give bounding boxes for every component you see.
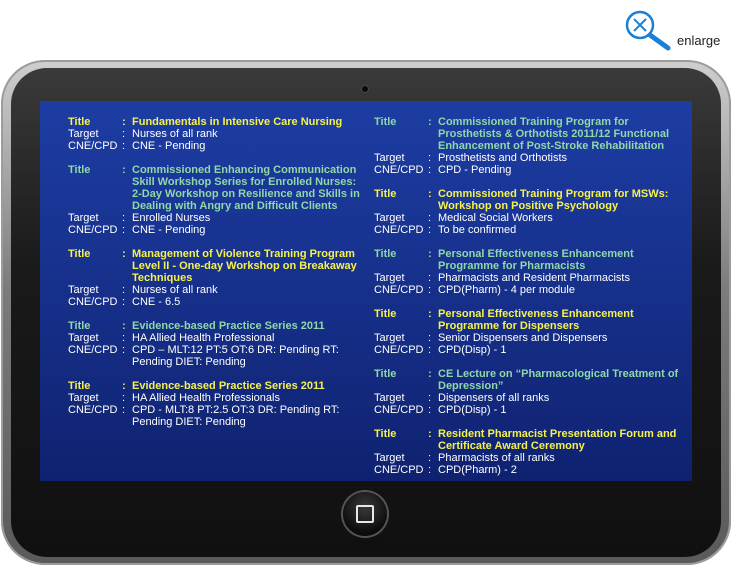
- home-button[interactable]: [343, 492, 387, 536]
- course-cne-row: [68, 404, 368, 428]
- course-title-label: Title: [374, 308, 397, 320]
- course-title-row: [374, 428, 680, 452]
- course-cne-label: CNE/CPD: [68, 296, 118, 308]
- course-target-row: [374, 392, 680, 404]
- course-cne: CPD(Pharm) - 2: [438, 464, 517, 476]
- course-cne: To be confirmed: [438, 224, 517, 236]
- course-cne-row: [68, 140, 368, 152]
- separator: :: [428, 224, 432, 236]
- course-target-row: [374, 332, 680, 344]
- course-title: Commissioned Training Program for Prosthetists & Orthotists 2011/12 Functional Enhancement of Post-Stroke Rehabilitation: [438, 116, 670, 152]
- course-title-row: [68, 320, 368, 332]
- course-target-label: Target: [374, 152, 405, 164]
- separator: :: [122, 224, 126, 236]
- separator: :: [122, 116, 126, 128]
- course-target-label: Target: [374, 392, 405, 404]
- course-target-label: Target: [68, 128, 99, 140]
- course-title: Fundamentals in Intensive Care Nursing: [132, 116, 343, 128]
- course-cne-row: [374, 464, 680, 476]
- course-title: Personal Effectiveness Enhancement Programme for Pharmacists: [438, 248, 634, 272]
- separator: :: [122, 212, 126, 224]
- course-cne-label: CNE/CPD: [374, 464, 424, 476]
- course-title: Management of Violence Training Program Level II - One-day Workshop on Breakaway Techniques: [132, 248, 357, 284]
- separator: :: [428, 152, 432, 164]
- course-entry: [374, 188, 680, 236]
- course-title-row: [374, 308, 680, 332]
- course-cne: CPD – MLT:12 PT:5 OT:6 DR: Pending RT: Pending DIET: Pending: [132, 344, 339, 368]
- course-cne: CPD(Disp) - 1: [438, 404, 507, 416]
- course-cne: CPD(Disp) - 1: [438, 344, 507, 356]
- course-entry: [68, 116, 368, 152]
- separator: :: [428, 344, 432, 356]
- course-target: Dispensers of all ranks: [438, 392, 550, 404]
- course-title: Evidence-based Practice Series 2011: [132, 380, 325, 392]
- course-target-label: Target: [374, 452, 405, 464]
- course-title-label: Title: [68, 164, 91, 176]
- zoom-magnifier-icon: [623, 8, 675, 52]
- course-entry: [68, 380, 368, 428]
- course-cne-label: CNE/CPD: [374, 344, 424, 356]
- course-entry: [374, 368, 680, 416]
- course-target-row: [374, 452, 680, 464]
- separator: :: [122, 380, 126, 392]
- separator: :: [428, 404, 432, 416]
- course-cne-label: CNE/CPD: [374, 164, 424, 176]
- course-target-row: [68, 284, 368, 296]
- course-cne-label: CNE/CPD: [68, 140, 118, 152]
- separator: :: [122, 248, 126, 260]
- separator: :: [122, 320, 126, 332]
- course-cne-label: CNE/CPD: [68, 224, 118, 236]
- course-target: Nurses of all rank: [132, 284, 218, 296]
- course-title-row: [68, 248, 368, 284]
- course-target-label: Target: [68, 284, 99, 296]
- course-title: Evidence-based Practice Series 2011: [132, 320, 325, 332]
- separator: :: [122, 140, 126, 152]
- course-entry: [374, 308, 680, 356]
- separator: :: [122, 332, 126, 344]
- separator: :: [428, 308, 432, 320]
- course-cne-row: [374, 164, 680, 176]
- course-title: Resident Pharmacist Presentation Forum and Certificate Award Ceremony: [438, 428, 677, 452]
- enlarge-button[interactable]: [623, 8, 720, 52]
- course-title: Commissioned Enhancing Communication Skill Workshop Series for Enrolled Nurses: 2-Day Workshop on Resilience and Skills in Dealing with Angry and Difficult Clients: [132, 164, 360, 212]
- course-title: Personal Effectiveness Enhancement Programme for Dispensers: [438, 308, 634, 332]
- course-title: Commissioned Training Program for MSWs: Workshop on Positive Psychology: [438, 188, 669, 212]
- separator: :: [428, 428, 432, 440]
- course-target: Prosthetists and Orthotists: [438, 152, 567, 164]
- course-title-row: [374, 248, 680, 272]
- course-cne: CPD(Pharm) - 4 per module: [438, 284, 575, 296]
- separator: :: [428, 452, 432, 464]
- course-target-label: Target: [68, 392, 99, 404]
- course-title-row: [374, 188, 680, 212]
- course-target-label: Target: [68, 332, 99, 344]
- course-cne-label: CNE/CPD: [68, 404, 118, 416]
- course-target-row: [68, 332, 368, 344]
- course-entry: [374, 248, 680, 296]
- course-cne-label: CNE/CPD: [68, 344, 118, 356]
- course-target: Medical Social Workers: [438, 212, 553, 224]
- separator: :: [428, 212, 432, 224]
- course-cne-row: [68, 296, 368, 308]
- course-cne-label: CNE/CPD: [374, 404, 424, 416]
- course-cne-label: CNE/CPD: [374, 284, 424, 296]
- course-target-row: [68, 128, 368, 140]
- separator: :: [122, 392, 126, 404]
- course-target-label: Target: [374, 332, 405, 344]
- separator: :: [428, 284, 432, 296]
- course-target-row: [68, 212, 368, 224]
- separator: :: [428, 272, 432, 284]
- separator: :: [428, 116, 432, 128]
- course-cne-row: [68, 344, 368, 368]
- course-entry: [374, 116, 680, 176]
- separator: :: [428, 464, 432, 476]
- course-cne: CPD - MLT:8 PT:2.5 OT:3 DR: Pending RT: Pending DIET: Pending: [132, 404, 340, 428]
- separator: :: [122, 128, 126, 140]
- course-target: Senior Dispensers and Dispensers: [438, 332, 608, 344]
- separator: :: [428, 332, 432, 344]
- course-target: Nurses of all rank: [132, 128, 218, 140]
- course-target-row: [374, 212, 680, 224]
- separator: :: [122, 296, 126, 308]
- course-target: HA Allied Health Professionals: [132, 392, 280, 404]
- separator: :: [122, 344, 126, 356]
- course-target-row: [68, 392, 368, 404]
- course-cne-row: [374, 224, 680, 236]
- course-target: Enrolled Nurses: [132, 212, 211, 224]
- course-cne: CNE - Pending: [132, 140, 206, 152]
- course-entry: [68, 164, 368, 236]
- course-title-row: [68, 116, 368, 128]
- home-square-icon: [356, 505, 374, 523]
- course-title-label: Title: [68, 116, 91, 128]
- course-entry: [68, 320, 368, 368]
- course-cne-row: [374, 404, 680, 416]
- course-target: HA Allied Health Professional: [132, 332, 275, 344]
- separator: :: [122, 284, 126, 296]
- course-title-label: Title: [374, 188, 397, 200]
- course-target: Pharmacists of all ranks: [438, 452, 555, 464]
- course-title-label: Title: [68, 320, 91, 332]
- course-title-label: Title: [374, 116, 397, 128]
- camera-icon: [362, 86, 368, 92]
- course-target-row: [374, 272, 680, 284]
- course-target-row: [374, 152, 680, 164]
- course-title-row: [374, 116, 680, 152]
- separator: :: [122, 404, 126, 416]
- separator: :: [428, 188, 432, 200]
- left-course-column: [68, 116, 368, 440]
- separator: :: [428, 368, 432, 380]
- course-title-label: Title: [68, 248, 91, 260]
- right-course-column: [374, 116, 680, 488]
- course-target: Pharmacists and Resident Pharmacists: [438, 272, 630, 284]
- course-cne-row: [68, 224, 368, 236]
- course-title-row: [374, 368, 680, 392]
- course-cne-row: [374, 284, 680, 296]
- course-cne-row: [374, 344, 680, 356]
- enlarge-label: enlarge: [677, 33, 721, 48]
- course-target-label: Target: [374, 272, 405, 284]
- course-entry: [68, 248, 368, 308]
- course-title-row: [68, 164, 368, 212]
- course-title-label: Title: [68, 380, 91, 392]
- course-cne-label: CNE/CPD: [374, 224, 424, 236]
- course-cne: CNE - Pending: [132, 224, 206, 236]
- course-title-row: [68, 380, 368, 392]
- separator: :: [428, 248, 432, 260]
- course-target-label: Target: [374, 212, 405, 224]
- course-title-label: Title: [374, 428, 397, 440]
- course-cne: CNE - 6.5: [132, 296, 181, 308]
- course-title: CE Lecture on “Pharmacological Treatment of Depression”: [438, 368, 679, 392]
- course-title-label: Title: [374, 248, 397, 260]
- course-cne: CPD - Pending: [438, 164, 512, 176]
- separator: :: [428, 392, 432, 404]
- separator: :: [428, 164, 432, 176]
- course-title-label: Title: [374, 368, 397, 380]
- separator: :: [122, 164, 126, 176]
- course-target-label: Target: [68, 212, 99, 224]
- tablet-screen: [40, 101, 692, 481]
- course-entry: [374, 428, 680, 476]
